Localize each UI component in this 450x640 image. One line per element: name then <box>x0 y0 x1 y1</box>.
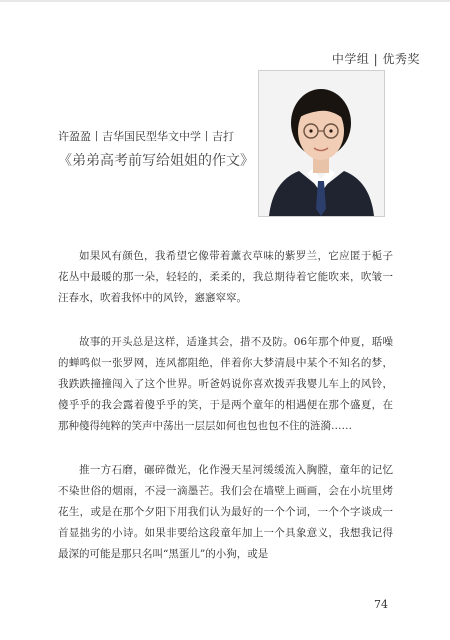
paragraph-2: 故事的开头总是这样，适逢其会，措不及防。06年那个仲夏，聒噪的蝉鸣似一张罗网，连风都阻绝，伴着你大梦清晨中某个不知名的梦，我跌跌撞撞闯入了这个世界。听爸妈说你喜欢拨弄我婴儿车上的风铃，傻乎乎的我会露着傻乎乎的笑，于是两个童年的相遇便在那个盛夏，在那种傻得纯粹的笑声中荡出一层层如何也包也包不住的涟漪…… <box>58 336 393 432</box>
author-line: 许盈盈丨吉华国民型华文中学丨吉打 <box>58 130 234 143</box>
author-photo <box>258 70 385 217</box>
essay-title: 《弟弟高考前写给姐姐的作文》 <box>58 153 254 169</box>
paragraph-3: 推一方石磨，碾碎微光，化作漫天星河缓缓流入胸膛，童年的记忆不染世俗的烟雨，不浸一滴墨芒。我们会在墙壁上画画，会在小坑里烤花生，或是在那个夕阳下用我们认为最好的一个个词，一个个字谈成一首显拙劣的小诗。如果非要给这段童年加上一个具象意义，我想我记得最深的可能是那只名叫“黑蛋儿”的小狗，或是 <box>58 464 393 560</box>
award-category: 中学组 | 优秀奖 <box>331 52 420 66</box>
portrait-image <box>259 71 384 216</box>
header-rule <box>0 0 450 2</box>
page-number: 74 <box>374 598 388 611</box>
paragraph-1: 如果风有颜色，我希望它像带着薰衣草味的紫罗兰，它应匿于栀子花丛中最暖的那一朵，轻轻的，柔柔的，我总期待着它能吹来，吹皱一汪春水，吹着我怀中的风铃，窸窸窣窣。 <box>58 250 393 304</box>
